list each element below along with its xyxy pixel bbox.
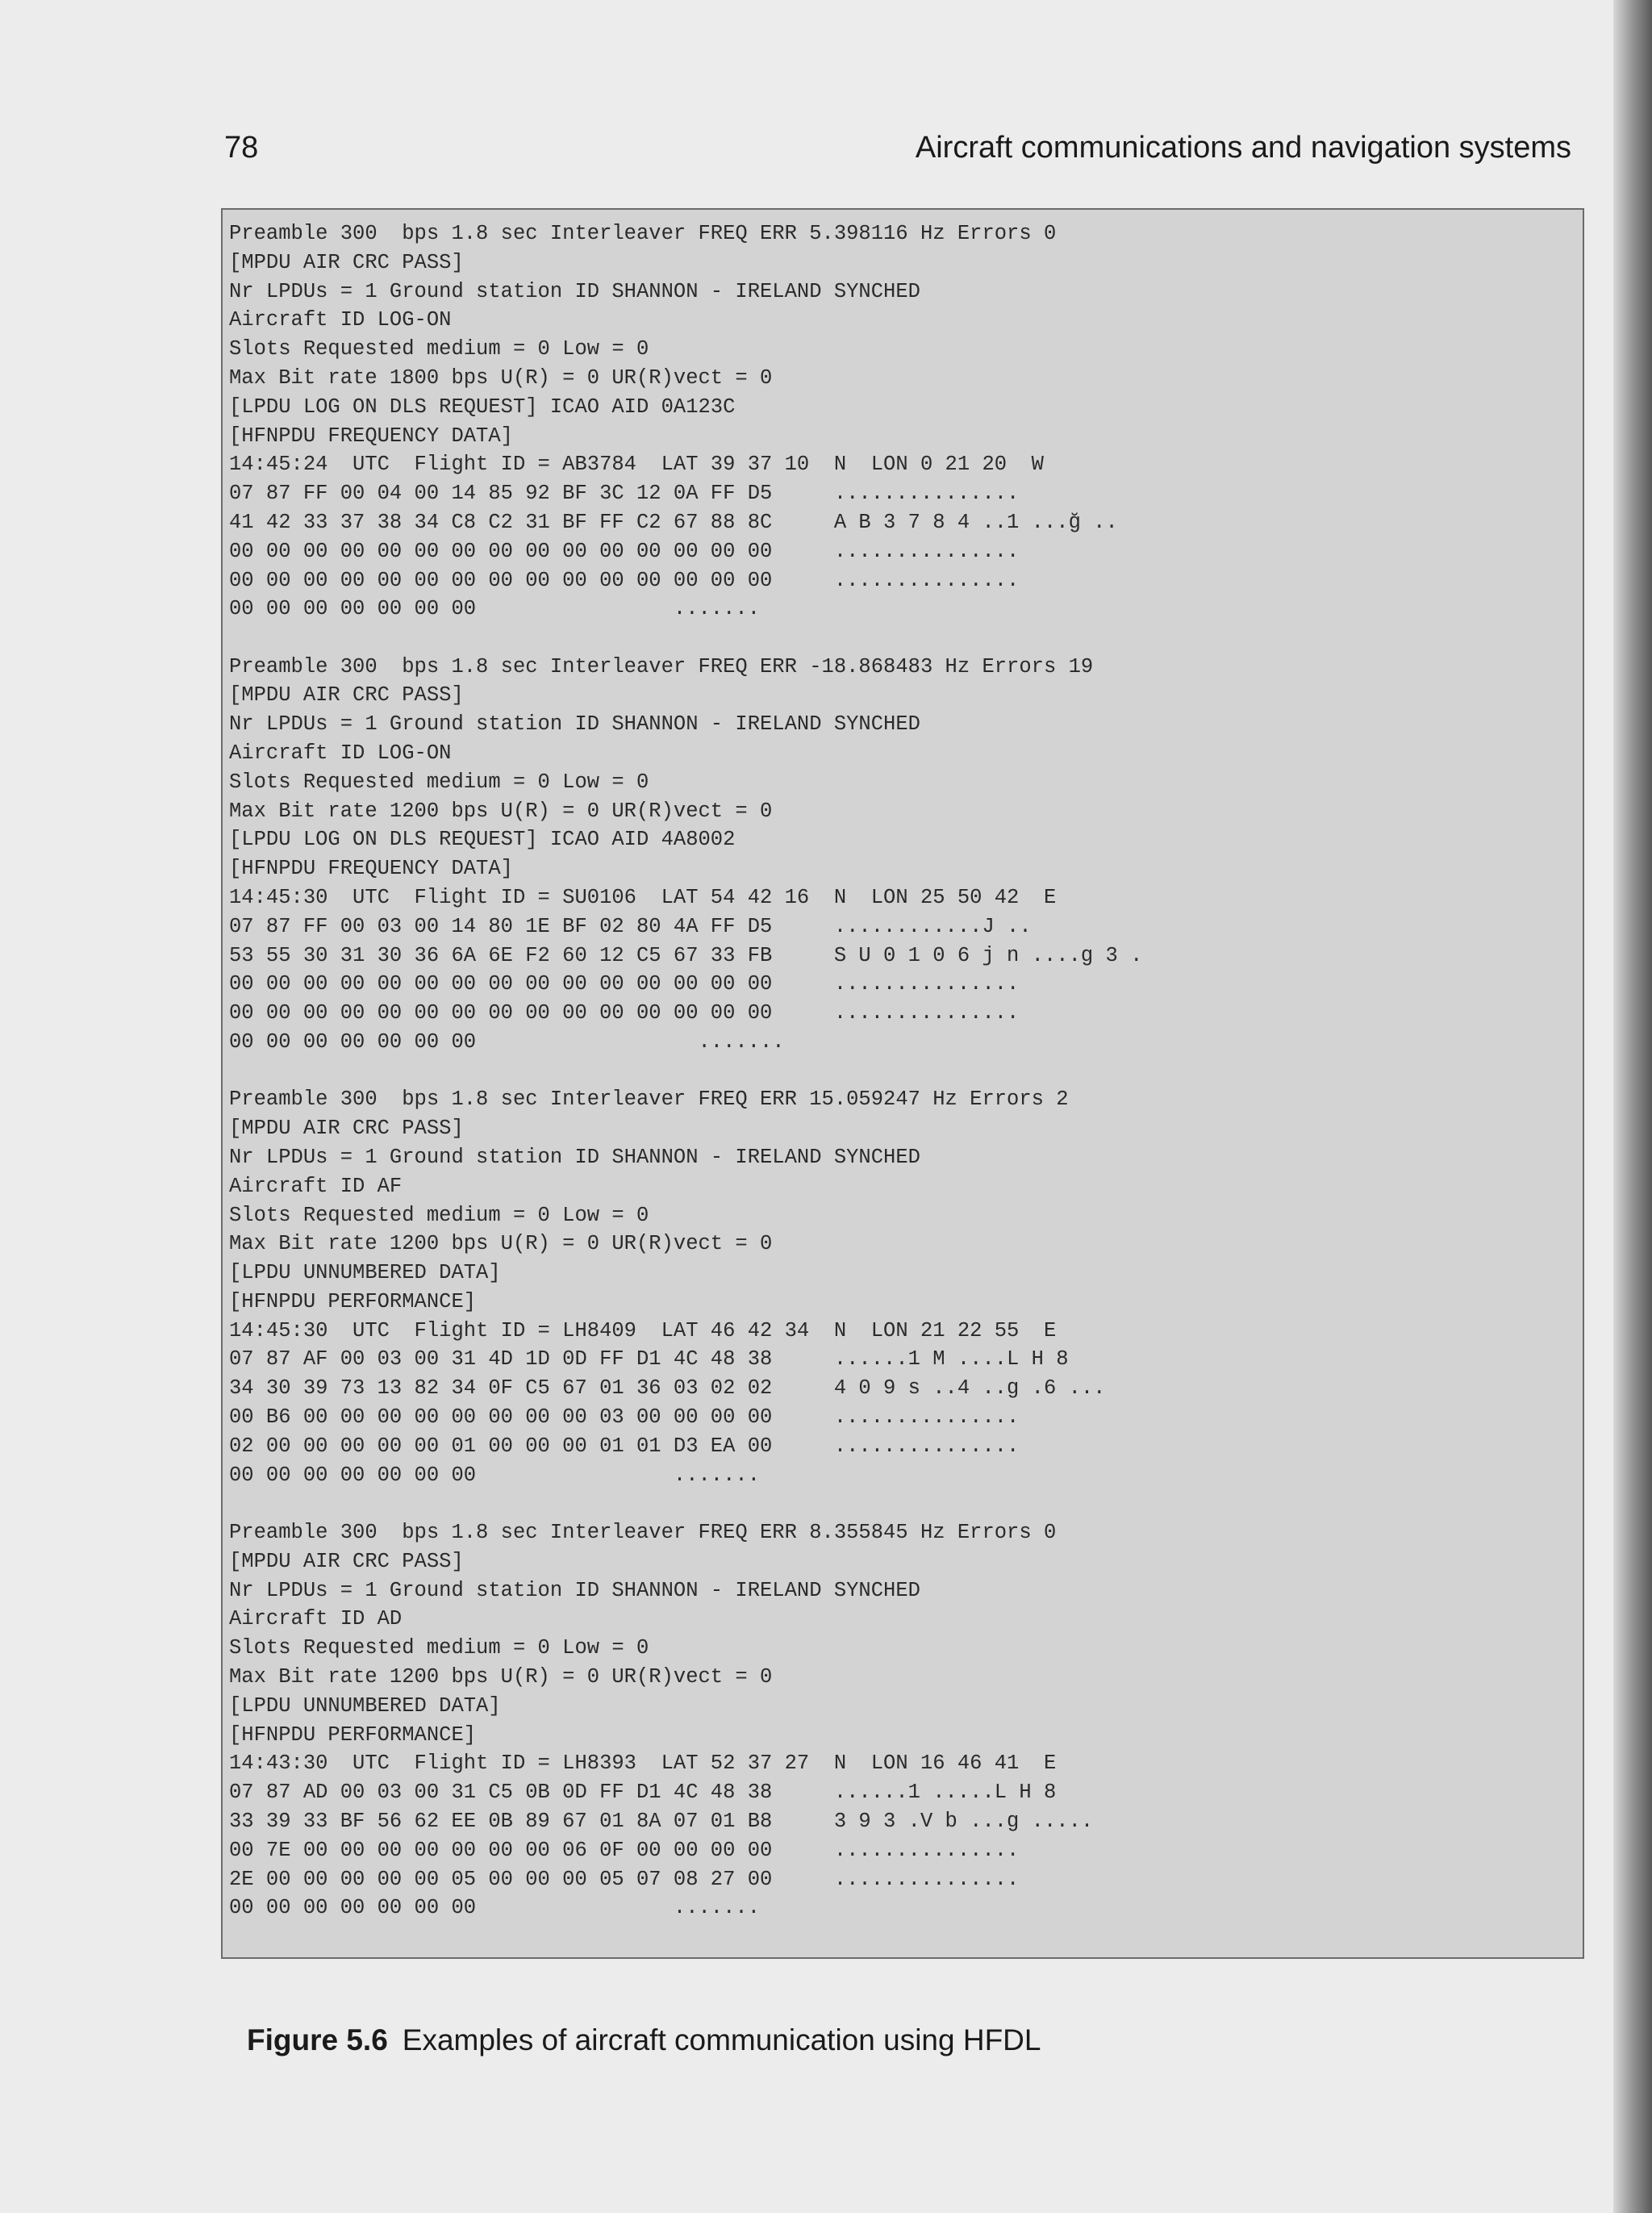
- log-line: Aircraft ID LOG-ON: [229, 308, 452, 332]
- log-line: Aircraft ID LOG-ON: [229, 741, 452, 766]
- log-line: 02 00 00 00 00 00 01 00 00 00 01 01 D3 EA 00 ...............: [229, 1434, 1020, 1458]
- log-line: Nr LPDUs = 1 Ground station ID SHANNON - IRELAND SYNCHED: [229, 1145, 920, 1169]
- log-block: [229, 1085, 1576, 1489]
- figure-caption-text: Examples of aircraft communication using HFDL: [402, 2023, 1041, 2056]
- log-line: Nr LPDUs = 1 Ground station ID SHANNON - IRELAND SYNCHED: [229, 279, 920, 303]
- log-line: 53 55 30 31 30 36 6A 6E F2 60 12 C5 67 33 FB S U 0 1 0 6 j n ....g 3 .: [229, 943, 1143, 967]
- log-line: 00 00 00 00 00 00 00 00 00 00 00 00 00 00 00 ...............: [229, 568, 1020, 592]
- log-line: Slots Requested medium = 0 Low = 0: [229, 1636, 649, 1660]
- log-line: Slots Requested medium = 0 Low = 0: [229, 337, 649, 361]
- log-line: 14:43:30 UTC Flight ID = LH8393 LAT 52 37 27 N LON 16 46 41 E: [229, 1752, 1057, 1776]
- log-line: 00 00 00 00 00 00 00 00 00 00 00 00 00 00 00 ...............: [229, 1001, 1020, 1025]
- log-line: 00 00 00 00 00 00 00 00 00 00 00 00 00 00 00 ...............: [229, 539, 1020, 563]
- log-line: 00 00 00 00 00 00 00 .......: [229, 1463, 785, 1487]
- log-line: 00 00 00 00 00 00 00 00 00 00 00 00 00 00 00 ...............: [229, 972, 1020, 996]
- log-block: [229, 219, 1576, 624]
- log-line: 41 42 33 37 38 34 C8 C2 31 BF FF C2 67 88 8C A B 3 7 8 4 ..1 ...ğ ..: [229, 510, 1118, 534]
- log-line: 00 7E 00 00 00 00 00 00 00 06 0F 00 00 00 00 ...............: [229, 1838, 1020, 1862]
- hfdl-log-figure: [221, 208, 1584, 1959]
- figure-caption: [247, 2023, 1041, 2057]
- log-line: Max Bit rate 1200 bps U(R) = 0 UR(R)vect = 0: [229, 1232, 773, 1256]
- log-line: 07 87 FF 00 03 00 14 80 1E BF 02 80 4A FF D5 ............J ..: [229, 914, 1032, 938]
- log-line: Max Bit rate 1200 bps U(R) = 0 UR(R)vect = 0: [229, 1664, 773, 1689]
- log-line: 07 87 AF 00 03 00 31 4D 1D 0D FF D1 4C 48 38 ......1 M ....L H 8: [229, 1347, 1069, 1372]
- log-line: [LPDU UNNUMBERED DATA]: [229, 1693, 501, 1718]
- log-line: Max Bit rate 1200 bps U(R) = 0 UR(R)vect = 0: [229, 799, 773, 823]
- log-block: [229, 1518, 1576, 1923]
- log-line: [HFNPDU PERFORMANCE]: [229, 1289, 477, 1313]
- log-line: 00 B6 00 00 00 00 00 00 00 00 03 00 00 00 00 ...............: [229, 1405, 1020, 1430]
- log-line: [LPDU LOG ON DLS REQUEST] ICAO AID 4A8002: [229, 828, 736, 852]
- log-block: [229, 653, 1576, 1057]
- log-line: 14:45:24 UTC Flight ID = AB3784 LAT 39 37 10 N LON 0 21 20 W: [229, 453, 1044, 477]
- running-title: Aircraft communications and navigation systems: [915, 131, 1571, 165]
- log-line: Nr LPDUs = 1 Ground station ID SHANNON - IRELAND SYNCHED: [229, 1578, 920, 1602]
- log-line: Preamble 300 bps 1.8 sec Interleaver FREQ ERR 5.398116 Hz Errors 0: [229, 222, 1057, 245]
- log-line: 34 30 39 73 13 82 34 0F C5 67 01 36 03 02 02 4 0 9 s ..4 ..g .6 ...: [229, 1376, 1106, 1401]
- figure-label: Figure 5.6: [247, 2023, 388, 2056]
- log-line: 2E 00 00 00 00 00 05 00 00 00 05 07 08 27 00 ...............: [229, 1867, 1020, 1891]
- log-line: 00 00 00 00 00 00 00 .......: [229, 597, 785, 621]
- log-line: Preamble 300 bps 1.8 sec Interleaver FREQ ERR 8.355845 Hz Errors 0: [229, 1520, 1057, 1544]
- log-line: 00 00 00 00 00 00 00 .......: [229, 1030, 785, 1054]
- log-line: [LPDU LOG ON DLS REQUEST] ICAO AID 0A123C: [229, 395, 736, 419]
- log-line: Slots Requested medium = 0 Low = 0: [229, 770, 649, 794]
- log-line: Aircraft ID AD: [229, 1607, 403, 1631]
- log-line: [LPDU UNNUMBERED DATA]: [229, 1261, 501, 1285]
- log-line: [MPDU AIR CRC PASS]: [229, 683, 464, 708]
- log-line: [MPDU AIR CRC PASS]: [229, 1549, 464, 1573]
- page-number: 78: [224, 131, 259, 165]
- log-line: Preamble 300 bps 1.8 sec Interleaver FREQ ERR 15.059247 Hz Errors 2: [229, 1088, 1069, 1112]
- log-line: Aircraft ID AF: [229, 1174, 403, 1198]
- log-line: [HFNPDU PERFORMANCE]: [229, 1722, 477, 1747]
- log-line: Slots Requested medium = 0 Low = 0: [229, 1203, 649, 1227]
- log-line: Preamble 300 bps 1.8 sec Interleaver FREQ ERR -18.868483 Hz Errors 19: [229, 654, 1094, 679]
- log-line: 07 87 AD 00 03 00 31 C5 0B 0D FF D1 4C 48 38 ......1 .....L H 8: [229, 1781, 1057, 1805]
- log-line: Nr LPDUs = 1 Ground station ID SHANNON - IRELAND SYNCHED: [229, 712, 920, 737]
- log-blocks: [229, 219, 1576, 1952]
- page-binding-shadow: [1613, 0, 1652, 2213]
- log-line: 33 39 33 BF 56 62 EE 0B 89 67 01 8A 07 01 B8 3 9 3 .V b ...g .....: [229, 1809, 1094, 1833]
- log-line: 07 87 FF 00 04 00 14 85 92 BF 3C 12 0A FF D5 ...............: [229, 482, 1020, 506]
- log-line: 14:45:30 UTC Flight ID = LH8409 LAT 46 42 34 N LON 21 22 55 E: [229, 1318, 1057, 1342]
- log-line: [MPDU AIR CRC PASS]: [229, 1117, 464, 1141]
- log-line: [HFNPDU FREQUENCY DATA]: [229, 857, 513, 881]
- log-line: 00 00 00 00 00 00 00 .......: [229, 1896, 785, 1920]
- log-line: [MPDU AIR CRC PASS]: [229, 250, 464, 274]
- log-line: [HFNPDU FREQUENCY DATA]: [229, 424, 513, 448]
- log-line: 14:45:30 UTC Flight ID = SU0106 LAT 54 42 16 N LON 25 50 42 E: [229, 886, 1057, 910]
- log-line: Max Bit rate 1800 bps U(R) = 0 UR(R)vect = 0: [229, 365, 773, 390]
